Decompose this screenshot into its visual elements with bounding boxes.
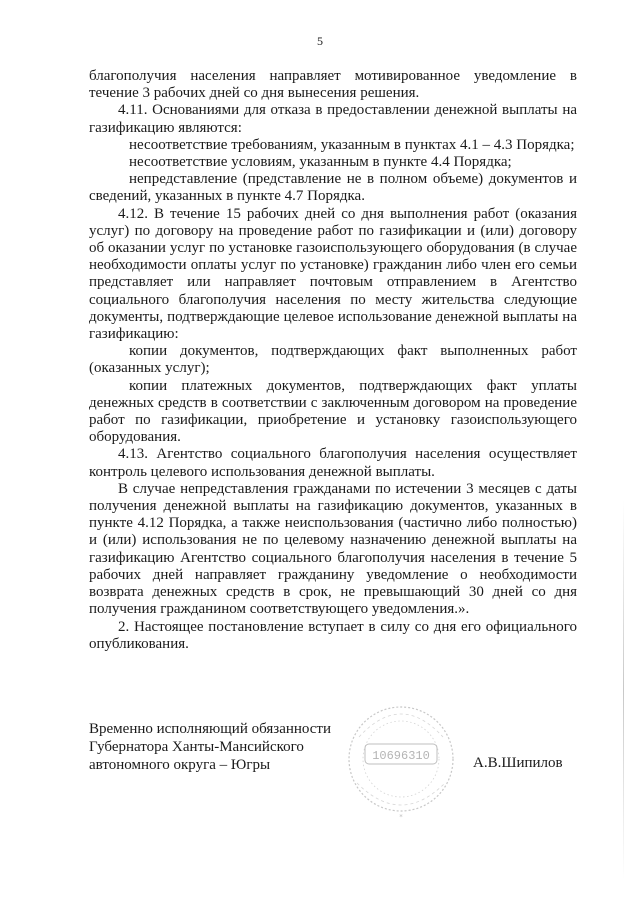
signatory-name: А.В.Шипилов	[473, 755, 563, 771]
paragraph-continuation: благополучия населения направляет мотивированное уведомление в течение 3 рабочих дней со дня вынесения решения.	[89, 68, 577, 102]
paragraph-effective-date: 2. Настоящее постановление вступает в силу со дня его официального опубликования.	[89, 618, 577, 652]
page-number: 5	[317, 34, 323, 48]
list-item-conditions: несоответствие условиям, указанным в пункте 4.4 Порядка;	[129, 154, 512, 171]
paragraph-refund: В случае непредставления гражданами по истечении 3 месяцев с даты получения денежной выплаты на газификацию документов, указанных в пункте 4.12 Порядка, а также неиспользования (частично либо полностью) и (или) использования не по целевому назначению денежной выплаты на газификацию Агентство социального благополучия населения в течение 5 рабочих дней направляет гражданину уведомление о необходимости возврата денежных средств в срок, не превышающий 30 дней со дня получения гражданином соответствующего уведомления.».	[89, 480, 577, 618]
list-item-requirements: несоответствие требованиям, указанным в пунктах 4.1 – 4.3 Порядка;	[129, 136, 575, 153]
document-body	[89, 68, 577, 653]
list-item-work-documents: копии документов, подтверждающих факт выполненных работ (оказанных услуг);	[89, 343, 577, 377]
list-item-nonsubmission: непредставление (представление не в полном объеме) документов и сведений, указанных в пункте 4.7 Порядка.	[89, 171, 577, 205]
svg-text:*: *	[399, 813, 403, 821]
signatory-title-line: Временно исполняющий обязанности	[89, 721, 332, 737]
paragraph-4-13: 4.13. Агентство социального благополучия населения осуществляет контроль целевого использования денежной выплаты.	[89, 446, 577, 480]
signatory-title-line: Губернатора Ханты-Мансийского	[89, 739, 304, 755]
scan-edge-line	[623, 500, 624, 880]
paragraph-4-11: 4.11. Основаниями для отказа в предоставлении денежной выплаты на газификацию являются:	[89, 102, 577, 136]
paragraph-4-12: 4.12. В течение 15 рабочих дней со дня выполнения работ (оказания услуг) по договору на проведение работ по газификации и (или) договору об оказании услуг по установке газоиспользующего оборудования (в случае необходимости оплаты услуг по установке) гражданин либо член его семьи представляет или направляет почтовым отправлением в Агентство социального благополучия населения по месту жительства следующие документы, подтверждающие целевое использование денежной выплаты на газификацию:	[89, 205, 577, 343]
official-seal	[345, 697, 457, 825]
signatory-title	[89, 720, 331, 774]
list-item-payment-documents: копии платежных документов, подтверждающих факт уплаты денежных средств в соответствии с заключенным договором на проведение работ по газификации, приобретение и установку газоиспользующего оборудования.	[89, 377, 577, 446]
seal-number: 10696310	[372, 749, 430, 763]
signatory-title-line: автономного округа – Югры	[89, 757, 271, 773]
